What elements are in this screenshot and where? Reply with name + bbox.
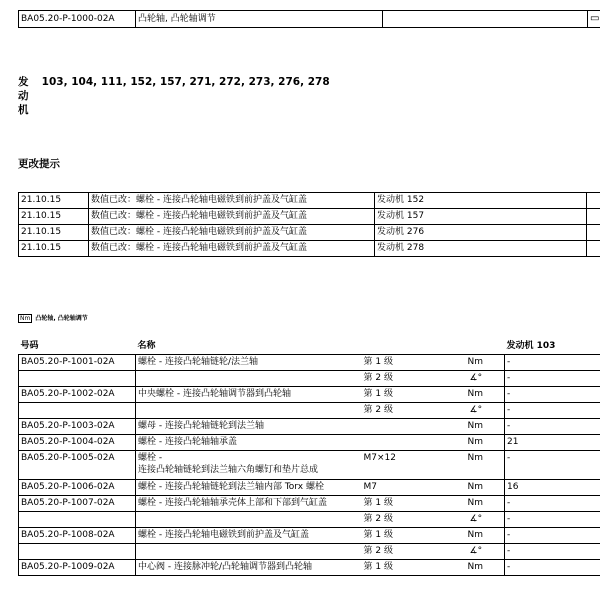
spec-name: 螺栓 - 连接凸轮轴链轮到法兰轴内部 Torx 螺栓 — [136, 480, 362, 496]
angle-icon: ∡° — [466, 512, 505, 528]
change-blank — [587, 209, 600, 225]
table-row — [19, 371, 600, 387]
document-header — [18, 10, 600, 28]
spec-name — [136, 512, 362, 528]
table-row — [19, 544, 600, 560]
table-row — [19, 419, 600, 435]
spec-value: 21 — [505, 435, 600, 451]
change-text: 数值已改：螺栓 - 连接凸轮轴电磁铁到前护盖及气缸盖 — [89, 225, 375, 241]
spec-value: - — [505, 387, 600, 403]
book-icon[interactable]: ▭ — [590, 13, 600, 24]
spec-unit: Nm — [466, 419, 505, 435]
spec-name — [136, 371, 362, 387]
spec-name: 螺栓 - 连接凸轮轴轴承壳体上部和下部到气缸盖 — [136, 496, 362, 512]
spec-code[interactable]: BA05.20-P-1006-02A — [19, 480, 136, 496]
spec-code[interactable]: BA05.20-P-1002-02A — [19, 387, 136, 403]
spec-unit: Nm — [466, 435, 505, 451]
col-header-code: 号码 — [19, 339, 136, 355]
table-row — [19, 387, 600, 403]
spec-code — [19, 371, 136, 387]
change-date: 21.10.15 — [19, 193, 89, 209]
angle-icon: ∡° — [466, 403, 505, 419]
change-blank — [587, 241, 600, 257]
spec-size: M7 — [362, 480, 466, 496]
table-row — [19, 355, 600, 371]
engine-label: 发动机 — [18, 76, 29, 116]
torque-section-title: 凸轮轴, 凸轮轴调节 — [35, 315, 88, 322]
spec-value: - — [505, 419, 600, 435]
spec-code — [19, 544, 136, 560]
spec-size — [362, 419, 466, 435]
spec-name-cell — [136, 451, 362, 480]
table-row — [19, 560, 600, 576]
book-icon-cell[interactable] — [588, 11, 600, 28]
doc-title: 凸轮轴, 凸轮轴调节 — [136, 11, 383, 28]
change-date: 21.10.15 — [19, 241, 89, 257]
change-engine: 发动机 152 — [375, 193, 587, 209]
spec-code — [19, 512, 136, 528]
spec-code — [19, 403, 136, 419]
spec-size: 第 2 级 — [362, 512, 466, 528]
spec-unit: Nm — [466, 387, 505, 403]
change-date: 21.10.15 — [19, 225, 89, 241]
change-text: 数值已改：螺栓 - 连接凸轮轴电磁铁到前护盖及气缸盖 — [89, 209, 375, 225]
table-row — [19, 480, 600, 496]
table-row — [19, 451, 600, 480]
spec-size — [362, 435, 466, 451]
spec-name: 螺母 - 连接凸轮轴链轮到法兰轴 — [136, 419, 362, 435]
spec-code[interactable]: BA05.20-P-1008-02A — [19, 528, 136, 544]
change-notes-table — [18, 192, 600, 257]
col-header-blank — [362, 339, 466, 355]
table-row — [19, 403, 600, 419]
change-blank — [587, 193, 600, 209]
col-header-blank — [466, 339, 505, 355]
spec-unit: Nm — [466, 528, 505, 544]
col-header-engine: 发动机 103 — [505, 339, 600, 355]
change-text: 数值已改：螺栓 - 连接凸轮轴电磁铁到前护盖及气缸盖 — [89, 193, 375, 209]
table-row — [19, 528, 600, 544]
spec-code[interactable]: BA05.20-P-1007-02A — [19, 496, 136, 512]
spec-value: - — [505, 371, 600, 387]
table-row — [19, 435, 600, 451]
spec-value: - — [505, 496, 600, 512]
spec-unit: Nm — [466, 480, 505, 496]
nm-icon: Nm — [20, 315, 31, 322]
col-header-name: 名称 — [136, 339, 362, 355]
spec-unit: Nm — [466, 560, 505, 576]
spec-code[interactable]: BA05.20-P-1003-02A — [19, 419, 136, 435]
table-row — [19, 241, 600, 257]
spec-code[interactable]: BA05.20-P-1009-02A — [19, 560, 136, 576]
spec-size: 第 1 级 — [362, 355, 466, 371]
spec-value: - — [505, 560, 600, 576]
spec-name: 中央螺栓 - 连接凸轮轴调节器到凸轮轴 — [136, 387, 362, 403]
torque-section-heading — [18, 313, 88, 323]
spec-name: 螺栓 - — [138, 453, 163, 463]
change-date: 21.10.15 — [19, 209, 89, 225]
spec-value: - — [505, 355, 600, 371]
spec-unit: Nm — [466, 451, 505, 480]
spec-value: - — [505, 544, 600, 560]
change-engine: 发动机 278 — [375, 241, 587, 257]
torque-spec-table — [18, 339, 600, 576]
table-row — [19, 512, 600, 528]
spec-name: 螺栓 - 连接凸轮轴电磁铁到前护盖及气缸盖 — [136, 528, 362, 544]
table-header-row — [19, 339, 600, 355]
spec-name: 螺栓 - 连接凸轮轴轴承盖 — [136, 435, 362, 451]
spec-size: 第 2 级 — [362, 371, 466, 387]
spec-size: M7×12 — [362, 451, 466, 480]
doc-code: BA05.20-P-1000-02A — [19, 11, 136, 28]
spec-unit: Nm — [466, 496, 505, 512]
spec-unit: Nm — [466, 355, 505, 371]
spec-name: 螺栓 - 连接凸轮轴链轮/法兰轴 — [136, 355, 362, 371]
spec-code[interactable]: BA05.20-P-1005-02A — [19, 451, 136, 480]
engine-heading — [18, 75, 330, 117]
change-blank — [587, 225, 600, 241]
spec-value: - — [505, 512, 600, 528]
change-text: 数值已改：螺栓 - 连接凸轮轴电磁铁到前护盖及气缸盖 — [89, 241, 375, 257]
spec-code[interactable]: BA05.20-P-1001-02A — [19, 355, 136, 371]
spec-value: 16 — [505, 480, 600, 496]
header-blank-cell — [383, 11, 588, 28]
spec-size: 第 1 级 — [362, 528, 466, 544]
spec-name: 中心阀 - 连接脉冲轮/凸轮轴调节器到凸轮轴 — [136, 560, 362, 576]
spec-value: - — [505, 403, 600, 419]
angle-icon: ∡° — [466, 544, 505, 560]
angle-icon: ∡° — [466, 371, 505, 387]
change-notes-title: 更改提示 — [18, 158, 60, 170]
table-row — [19, 496, 600, 512]
change-engine: 发动机 157 — [375, 209, 587, 225]
spec-size: 第 2 级 — [362, 544, 466, 560]
spec-size: 第 1 级 — [362, 560, 466, 576]
spec-name-line2: 连接凸轮轴链轮到法兰轴六角螺钉和垫片总成 — [138, 465, 319, 475]
spec-value: - — [505, 528, 600, 544]
change-engine: 发动机 276 — [375, 225, 587, 241]
spec-name — [136, 544, 362, 560]
table-row — [19, 193, 600, 209]
table-row — [19, 225, 600, 241]
spec-code[interactable]: BA05.20-P-1004-02A — [19, 435, 136, 451]
spec-value: - — [505, 451, 600, 480]
engine-numbers: 103, 104, 111, 152, 157, 271, 272, 273, 276, 278 — [41, 76, 330, 88]
spec-size: 第 1 级 — [362, 496, 466, 512]
spec-size: 第 1 级 — [362, 387, 466, 403]
spec-name — [136, 403, 362, 419]
table-row — [19, 209, 600, 225]
spec-size: 第 2 级 — [362, 403, 466, 419]
